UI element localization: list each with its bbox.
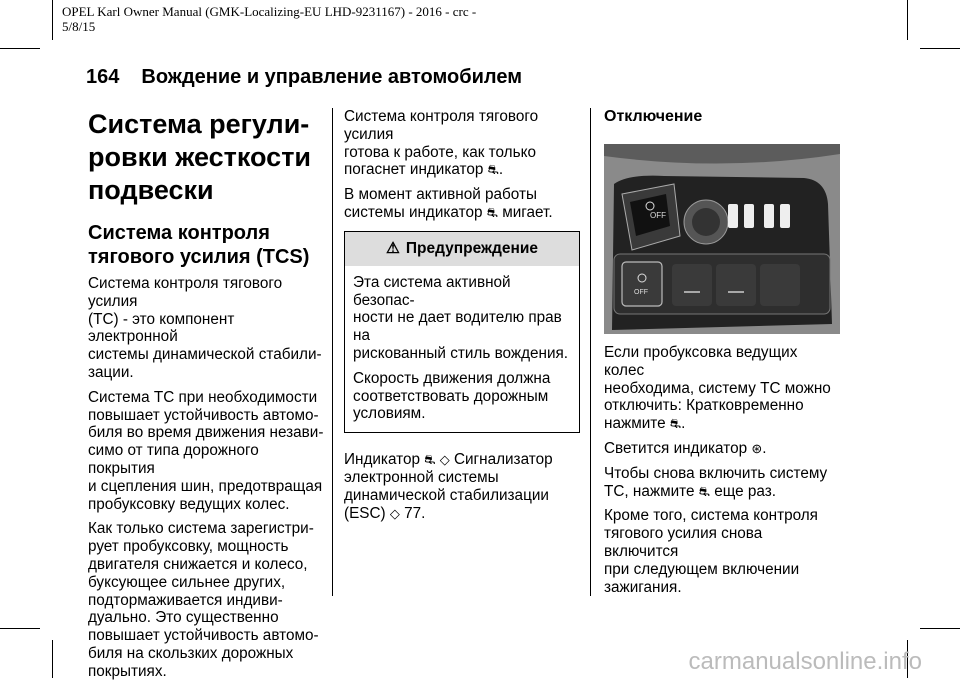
crop-mark <box>920 48 960 49</box>
print-header <box>62 4 476 34</box>
traction-control-off-icon: ⊛ <box>751 440 763 456</box>
print-header-line2: 5/8/15 <box>62 19 96 34</box>
warning-triangle-icon: ⚠ <box>386 240 400 258</box>
warning-box <box>344 231 580 433</box>
section-heading: Система регули- ровки жесткости подвески <box>88 109 312 205</box>
traction-control-icon: ⛐ <box>486 204 498 220</box>
section-title: Вождение и управление автомобилем <box>141 66 522 88</box>
paragraph: Система TC при необходимости повышает устойчивость автомо- биля во время движения незави- симо от типа дорожного покрытия и сцепления шин, предотвращая пробуксовку ведущих колес. <box>88 388 324 513</box>
running-head <box>86 66 522 89</box>
paragraph: В момент активной работы системы индикатор ⛐ мигает. <box>344 186 553 221</box>
off-label: OFF <box>634 289 648 296</box>
traction-control-icon: ⛐ <box>698 483 710 499</box>
crop-mark <box>907 0 908 40</box>
subsection-heading: Система контроля тягового усилия (TCS) <box>88 222 310 268</box>
traction-control-icon: ⛐ <box>487 162 499 178</box>
paragraph: Как только система зарегистри- рует пробуксовку, мощность двигателя снижается и колесо, буксующее сильнее других, подтормаживается индиви- дуально. Это существенно повышает устойчивость автомо- биля на скользких дорожных покрытиях. <box>88 520 319 680</box>
column-3 <box>604 108 840 603</box>
crop-mark <box>0 628 40 629</box>
warning-title: Предупреждение <box>405 239 538 257</box>
column-1 <box>88 108 324 688</box>
crop-mark <box>52 640 53 678</box>
paragraph: Чтобы снова включить систему TC, нажмите ⛐ еще раз. <box>604 464 828 500</box>
paragraph: Если пробуксовка ведущих колес необходима, систему TC можно отключить: Кратковременно нажмите ⛐. <box>604 344 831 433</box>
cross-reference-icon: ◇ <box>389 505 400 521</box>
paragraph: Кроме того, система контроля тягового усилия снова включится при следующем включении зажигания. <box>604 507 818 596</box>
dashboard-switch-illustration <box>604 144 840 334</box>
warning-header <box>345 232 579 266</box>
warning-body <box>345 266 579 432</box>
paragraph: Индикатор ⛐ ◇ Сигнализатор электронной системы динамической стабилизации (ESC) ◇ 77. <box>344 451 553 522</box>
crop-mark <box>0 48 40 49</box>
page-number: 164 <box>86 66 120 88</box>
paragraph: Система контроля тягового усилия (TC) - это компонент электронной системы динамической стабили- зации. <box>88 275 322 381</box>
traction-control-icon: ⛐ <box>424 452 436 468</box>
off-label: OFF <box>650 211 666 220</box>
watermark: carmanualsonline.info <box>688 648 922 675</box>
column-2 <box>344 108 580 529</box>
crop-mark <box>920 628 960 629</box>
print-header-line1: OPEL Karl Owner Manual (GMK-Localizing-EU LHD-9231167) - 2016 - crc - <box>62 4 477 19</box>
paragraph: Система контроля тягового усилия готова к работе, как только погаснет индикатор ⛐. <box>344 108 539 179</box>
crop-mark <box>52 0 53 40</box>
column-divider <box>590 108 591 596</box>
paragraph: Эта система активной безопас- ности не дает водителю прав на рискованный стиль вождения. <box>353 273 569 362</box>
paragraph: Скорость движения должна соответствовать дорожным условиям. <box>353 369 551 423</box>
traction-control-icon: ⛐ <box>669 416 682 432</box>
cross-reference-icon: ◇ <box>439 452 450 468</box>
column-divider <box>332 108 333 596</box>
subsection-heading: Отключение <box>604 108 703 125</box>
paragraph: Светится индикатор ⊛. <box>604 439 767 457</box>
